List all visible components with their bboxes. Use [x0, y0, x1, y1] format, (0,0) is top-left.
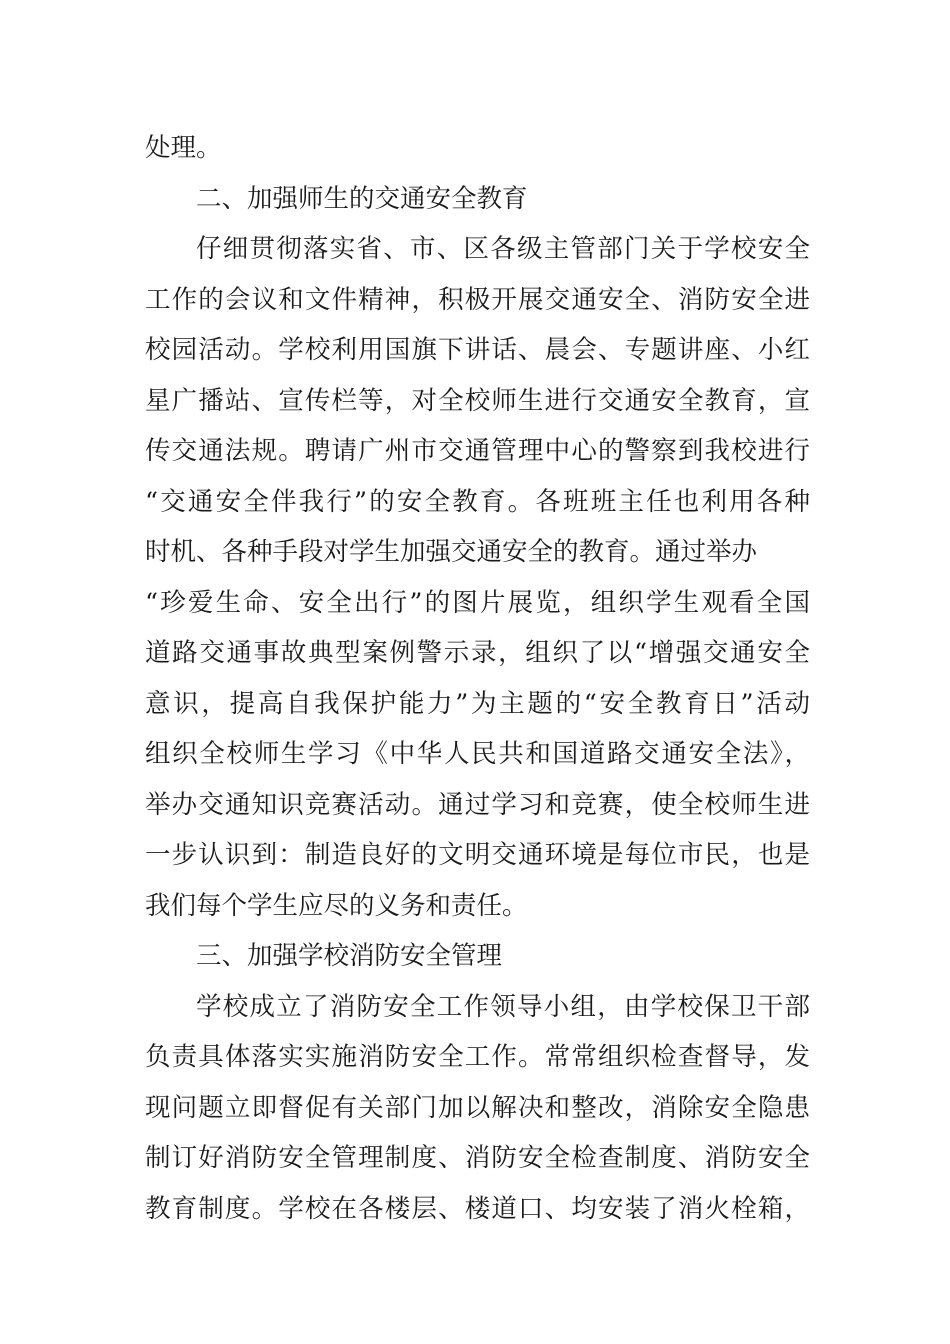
paragraph-line: 意识，提高自我保护能力”为主题的“安全教育日”活动	[145, 688, 810, 719]
section-heading: 二、加强师生的交通安全教育	[196, 183, 528, 214]
paragraph-line: 组织全校师生学习《中华人民共和国道路交通安全法》，	[145, 739, 810, 769]
document-body	[145, 123, 810, 1234]
section-heading: 三、加强学校消防安全管理	[196, 941, 503, 971]
paragraph-line: 工作的会议和文件精神，积极开展交通安全、消防安全进	[145, 284, 810, 315]
paragraph-line: 举办交通知识竞赛活动。通过学习和竞赛，使全校师生进	[145, 789, 810, 820]
paragraph-line: 制订好消防安全管理制度、消防安全检查制度、消防安全	[145, 1143, 810, 1173]
paragraph-line: 处理。	[145, 133, 222, 163]
paragraph-line: 学校成立了消防安全工作领导小组，由学校保卫干部	[196, 991, 810, 1022]
paragraph-line: 现问题立即督促有关部门加以解决和整改，消除安全隐患	[145, 1092, 810, 1123]
paragraph-line: 时机、各种手段对学生加强交通安全的教育。通过举办	[145, 537, 758, 567]
paragraph-line: 校园活动。学校利用国旗下讲话、晨会、专题讲座、小红	[145, 335, 810, 365]
paragraph-line: “交通安全伴我行”的安全教育。各班班主任也利用各种	[145, 486, 810, 517]
paragraph-line: 负责具体落实实施消防安全工作。常常组织检查督导，发	[145, 1042, 810, 1072]
paragraph-line: “珍爱生命、安全出行”的图片展览，组织学生观看全国	[145, 587, 810, 618]
paragraph-line: 星广播站、宣传栏等，对全校师生进行交通安全教育，宣	[145, 385, 810, 416]
paragraph-line: 仔细贯彻落实省、市、区各级主管部门关于学校安全	[196, 234, 810, 264]
paragraph-line: 教育制度。学校在各楼层、楼道口、均安装了消火栓箱，	[145, 1193, 810, 1224]
paragraph-line: 传交通法规。聘请广州市交通管理中心的警察到我校进行	[145, 436, 810, 466]
paragraph-line: 一步认识到：制造良好的文明交通环境是每位市民，也是	[145, 840, 810, 870]
paragraph-line: 道路交通事故典型案例警示录，组织了以“增强交通安全	[145, 638, 810, 668]
paragraph-line: 我们每个学生应尽的义务和责任。	[145, 890, 528, 921]
